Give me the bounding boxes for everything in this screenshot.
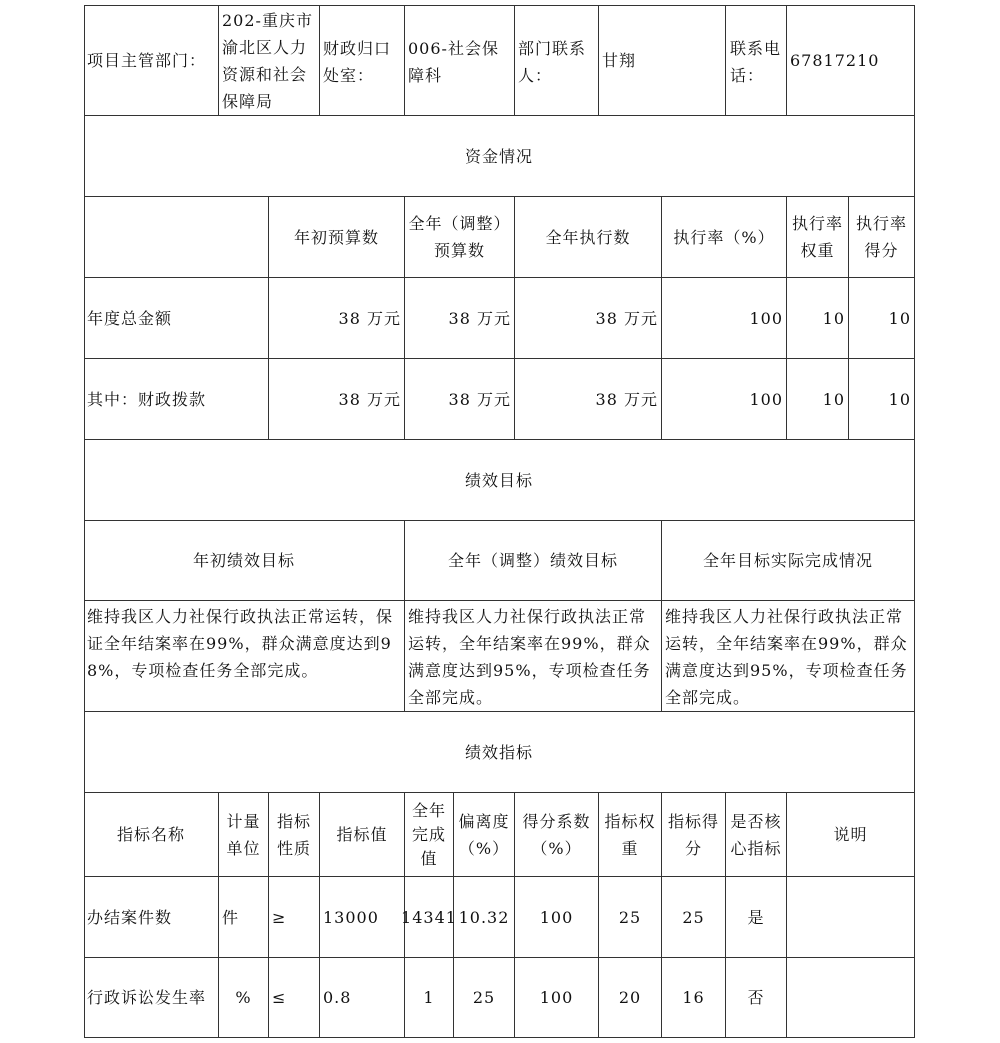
funds-row-executed: 38 万元 [515,278,662,359]
funds-row-adjusted: 38 万元 [405,278,515,359]
ind-row-core: 是 [726,877,787,958]
ind-col-name: 指标名称 [84,793,219,877]
funds-row-rate: 100 [662,278,787,359]
goals-value-actual: 维持我区人力社保行政执法正常运转，全年结案率在99%，群众满意度达到95%，专项检查任务全部完成。 [662,601,915,712]
goals-value-initial: 维持我区人力社保行政执法正常运转，保证全年结案率在99%，群众满意度达到98%，专项检查任务全部完成。 [84,601,405,712]
ind-row-actual: 1 [405,958,454,1038]
contact-label: 部门联系人： [515,5,599,116]
funds-section-title: 资金情况 [84,116,915,197]
funds-row-label: 年度总金额 [84,278,269,359]
ind-col-nature: 指标性质 [269,793,320,877]
ind-row-core: 否 [726,958,787,1038]
ind-row-note [787,958,915,1038]
phone-value: 67817210 [787,5,915,116]
funds-header-blank [84,197,269,278]
ind-row-score: 25 [662,877,726,958]
goals-section-title: 绩效目标 [84,440,915,521]
ind-col-coef: 得分系数（%） [515,793,599,877]
ind-row-nature: ≤ [269,958,320,1038]
ind-row-unit: 件 [219,877,269,958]
ind-col-note: 说明 [787,793,915,877]
funds-col-score: 执行率得分 [849,197,915,278]
ind-row-coef: 100 [515,877,599,958]
ind-row-coef: 100 [515,958,599,1038]
ind-col-unit: 计量单位 [219,793,269,877]
goals-col-actual: 全年目标实际完成情况 [662,521,915,601]
phone-label: 联系电话： [726,5,787,116]
ind-row-weight: 20 [599,958,662,1038]
ind-row-target: 0.8 [320,958,405,1038]
ind-row-weight: 25 [599,877,662,958]
ind-row-name: 行政诉讼发生率 [84,958,219,1038]
goals-value-adjusted: 维持我区人力社保行政执法正常运转，全年结案率在99%，群众满意度达到95%，专项检查任务全部完成。 [405,601,662,712]
funds-row-weight: 10 [787,359,849,440]
performance-table [84,5,915,1038]
office-value: 006-社会保障科 [405,5,515,116]
dept-label: 项目主管部门： [84,5,219,116]
ind-row-score: 16 [662,958,726,1038]
ind-row-actual: 14341 [405,877,454,958]
funds-row-executed: 38 万元 [515,359,662,440]
funds-col-budget: 年初预算数 [269,197,405,278]
ind-row-nature: ≥ [269,877,320,958]
funds-col-adjusted: 全年（调整）预算数 [405,197,515,278]
ind-col-actual: 全年完成值 [405,793,454,877]
office-label: 财政归口处室： [320,5,405,116]
ind-row-deviation: 10.32 [454,877,515,958]
indicators-section-title: 绩效指标 [84,712,915,793]
funds-col-weight: 执行率权重 [787,197,849,278]
dept-value: 202-重庆市渝北区人力资源和社会保障局 [219,5,320,116]
funds-row-budget: 38 万元 [269,278,405,359]
funds-col-rate: 执行率（%） [662,197,787,278]
funds-col-executed: 全年执行数 [515,197,662,278]
ind-col-score: 指标得分 [662,793,726,877]
ind-row-deviation: 25 [454,958,515,1038]
ind-row-note [787,877,915,958]
ind-col-weight: 指标权重 [599,793,662,877]
funds-row-score: 10 [849,359,915,440]
ind-col-core: 是否核心指标 [726,793,787,877]
contact-value: 甘翔 [599,5,726,116]
goals-col-initial: 年初绩效目标 [84,521,405,601]
ind-col-target: 指标值 [320,793,405,877]
funds-row-adjusted: 38 万元 [405,359,515,440]
funds-row-weight: 10 [787,278,849,359]
ind-row-unit: % [219,958,269,1038]
goals-col-adjusted: 全年（调整）绩效目标 [405,521,662,601]
ind-row-target: 13000 [320,877,405,958]
funds-row-budget: 38 万元 [269,359,405,440]
ind-col-deviation: 偏离度（%） [454,793,515,877]
funds-row-label: 其中：财政拨款 [84,359,269,440]
funds-row-score: 10 [849,278,915,359]
ind-row-name: 办结案件数 [84,877,219,958]
funds-row-rate: 100 [662,359,787,440]
